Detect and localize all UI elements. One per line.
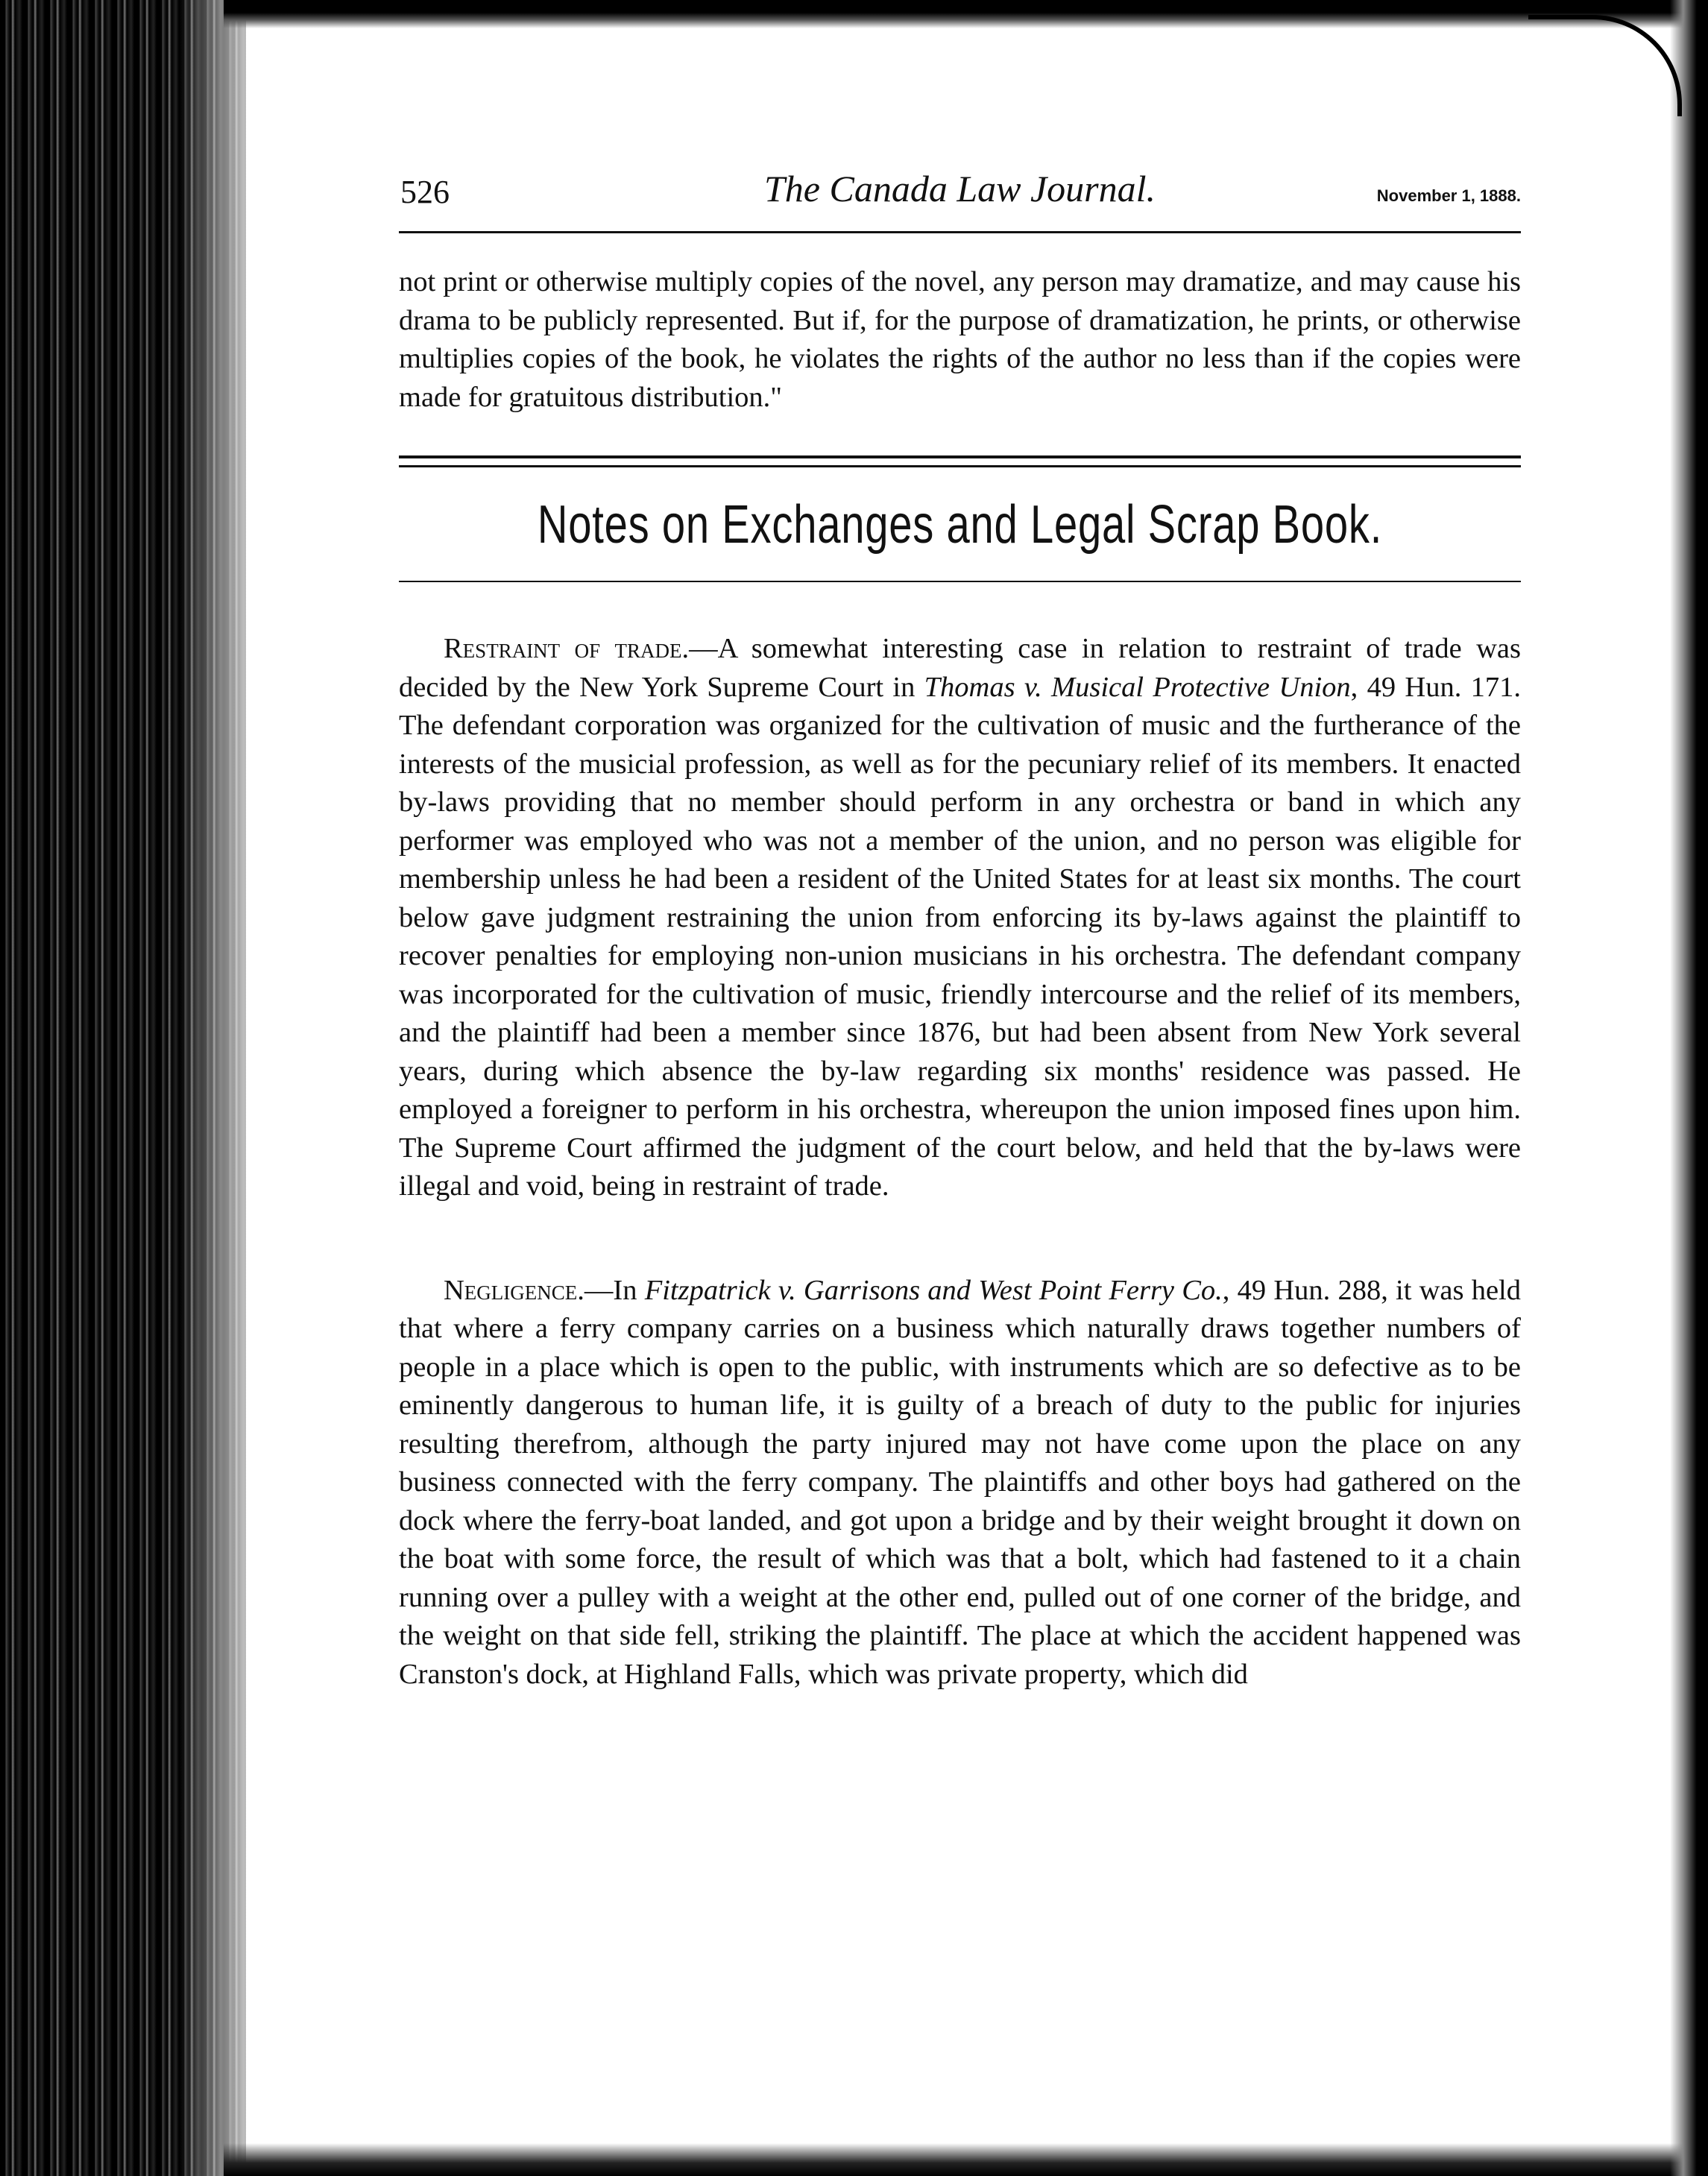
article-intro: —A somewhat interesting case in relation to restraint of trade was decided by the New York Supreme Court in <box>399 633 1521 703</box>
article-body: , 49 Hun. 171. The defendant corporation was organized for the cultivation of music and the furtherance of the interests of the musicial profession, as well as for the pecuniary relief of its members. It enacted by-laws providing that no member should perform in any orchestra or band in which any performer was employed who was not a member of the union, and no person was eligible for membership unless he had been a resident of the United States for at least six months. The court below gave judgment restraining the union from enforcing its by-laws against the plaintiff to recover penalties for employing non-union musicians in his orchestra. The defendant company was incorporated for the cultivation of music, friendly intercourse and the relief of its members, and the plaintiff had been a member since 1876, but had been absent from New York several years, during which absence the by-law regarding six months' residence was passed. He employed a foreigner to perform in his orchestra, whereupon the union imposed fines upon him. The Supreme Court affirmed the judgment of the court below, and held that the by-laws were illegal and void, being in restraint of trade. <box>399 671 1521 1202</box>
article-restraint-of-trade <box>399 630 1521 1206</box>
article-negligence <box>399 1272 1521 1694</box>
issue-date: November 1, 1888. <box>1376 186 1521 205</box>
case-name: Fitzpatrick v. Garrisons and West Point Ferry Co. <box>644 1274 1223 1306</box>
scan-bottom-edge <box>224 2143 1708 2176</box>
case-name: Thomas v. Musical Protective Union <box>924 671 1351 703</box>
running-head <box>399 164 1521 231</box>
article-body: , 49 Hun. 288, it was held that where a ferry company carries on a business which naturally draws together numbers of people in a place which is open to the public, with instruments which are so defective as to be eminently dangerous to human life, it is guilty of a breach of duty to the public for injuries resulting therefrom, although the party injured may not have come upon the place on any business connected with the ferry company. The plaintiffs and other boys had gathered on the dock where the ferry-boat landed, and got upon a bridge and by their weight brought it down on the boat with some force, the result of which was that a bolt, which had fastened to it a chain running over a pulley with a weight at the other end, pulled out of one corner of the bridge, and the weight on that side fell, striking the plaintiff. The place at which the accident happened was Cranston's dock, at Highland Falls, which was private property, which did <box>399 1274 1521 1690</box>
journal-page <box>399 164 1521 2072</box>
intro-paragraph: not print or otherwise multiply copies of the novel, any person may dramatize, and may cause his drama to be publicly represented. But if, for the purpose of dramatization, he prints, or otherwise multiplies copies of the book, he violates the rights of the author no less than if the copies were made for gratuitous distribution." <box>399 266 1521 413</box>
journal-title: The Canada Law Journal. <box>763 168 1156 209</box>
scan-top-edge <box>224 0 1708 28</box>
section-heading-rule <box>399 581 1521 582</box>
page-corner-curl <box>1528 15 1682 116</box>
article-heading: Negligence. <box>444 1274 584 1306</box>
header-rule <box>399 231 1521 233</box>
article-intro: —In <box>584 1274 645 1306</box>
article-heading: Restraint of trade. <box>444 633 690 664</box>
binding-gutter-fade <box>179 0 268 2176</box>
page-number: 526 <box>400 174 450 210</box>
scan-right-edge <box>1670 0 1708 2176</box>
section-double-rule <box>399 455 1521 467</box>
section-heading: Notes on Exchanges and Legal Scrap Book. <box>537 495 1383 555</box>
